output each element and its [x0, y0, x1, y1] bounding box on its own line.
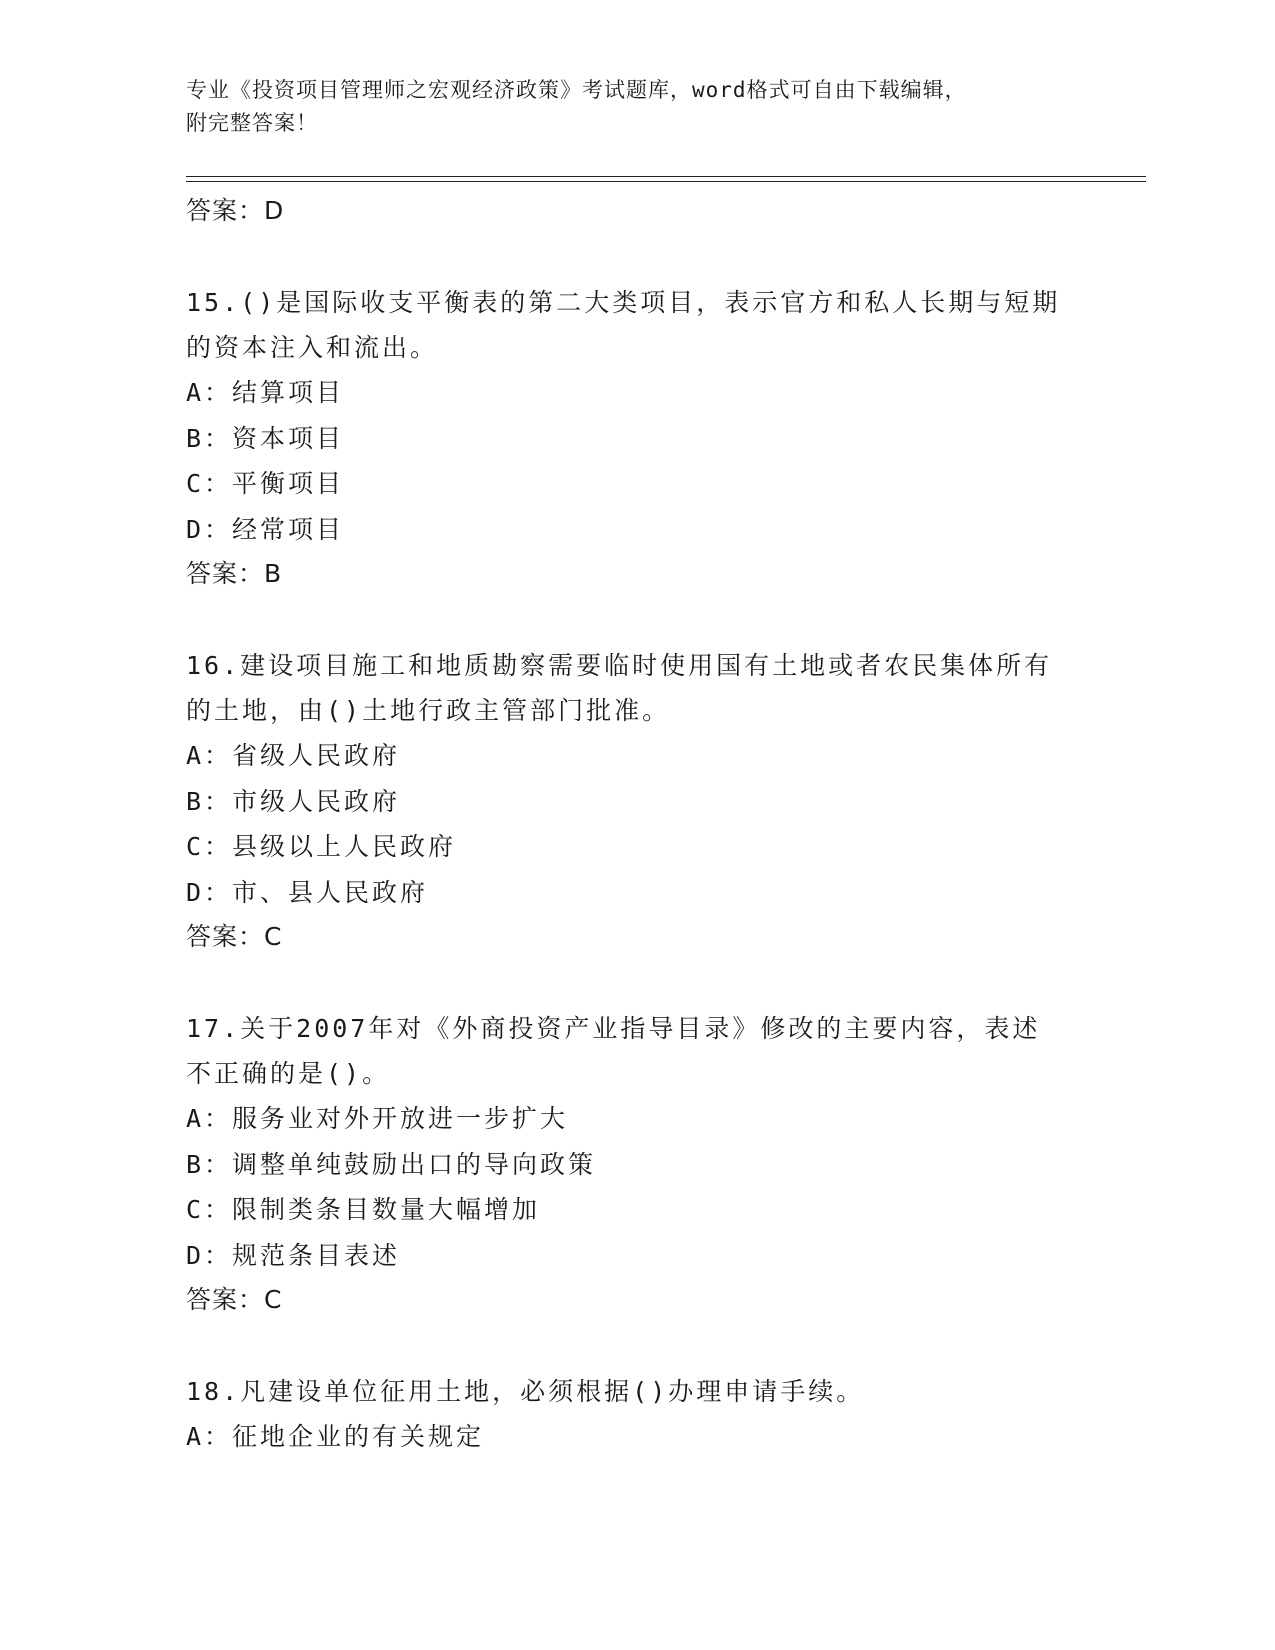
header-line: 附完整答案！ [186, 111, 318, 135]
option-b: B：资本项目 [186, 423, 345, 453]
option-a: A：征地企业的有关规定 [186, 1422, 485, 1451]
spacer [186, 596, 1086, 643]
option-d: D：规范条目表述 [186, 1240, 401, 1270]
header-line: 专业《投资项目管理师之宏观经济政策》考试题库，word格式可自由下载编辑， [186, 78, 967, 102]
question-text: 的土地，由()土地行政主管部门批准。 [186, 696, 671, 725]
option-a: A：结算项目 [186, 378, 345, 407]
question-text: 17.关于2007年对《外商投资产业指导目录》修改的主要内容，表述 [186, 1014, 1041, 1043]
question-item [186, 643, 1086, 959]
question-text: 不正确的是()。 [186, 1059, 391, 1088]
page-header [186, 74, 1066, 140]
option-a: A：服务业对外开放进一步扩大 [186, 1104, 569, 1133]
option-c: C：县级以上人民政府 [186, 832, 457, 861]
spacer [186, 1322, 1086, 1369]
header-divider [186, 176, 1146, 177]
option-b: B：市级人民政府 [186, 786, 401, 816]
spacer [186, 959, 1086, 1006]
option-c: C：平衡项目 [186, 469, 345, 498]
option-d: D：市、县人民政府 [186, 877, 429, 907]
question-text: 的资本注入和流出。 [186, 333, 439, 362]
question-item [186, 1369, 1086, 1460]
question-text: 15.()是国际收支平衡表的第二大类项目，表示官方和私人长期与短期 [186, 288, 1061, 317]
question-item [186, 280, 1086, 596]
header-divider [186, 181, 1146, 182]
answer-text: 答案：D [186, 196, 285, 225]
question-item [186, 1006, 1086, 1322]
answer-text: 答案：B [186, 559, 283, 588]
spacer [186, 233, 1086, 280]
answer-text: 答案：C [186, 922, 283, 951]
question-text: 18.凡建设单位征用土地，必须根据()办理申请手续。 [186, 1377, 865, 1406]
question-list [186, 189, 1086, 1460]
option-d: D：经常项目 [186, 514, 345, 544]
question-text: 16.建设项目施工和地质勘察需要临时使用国有土地或者农民集体所有 [186, 651, 1053, 680]
option-b: B：调整单纯鼓励出口的导向政策 [186, 1149, 597, 1179]
option-c: C：限制类条目数量大幅增加 [186, 1195, 541, 1224]
answer-text: 答案：C [186, 1285, 283, 1314]
option-a: A：省级人民政府 [186, 741, 401, 770]
